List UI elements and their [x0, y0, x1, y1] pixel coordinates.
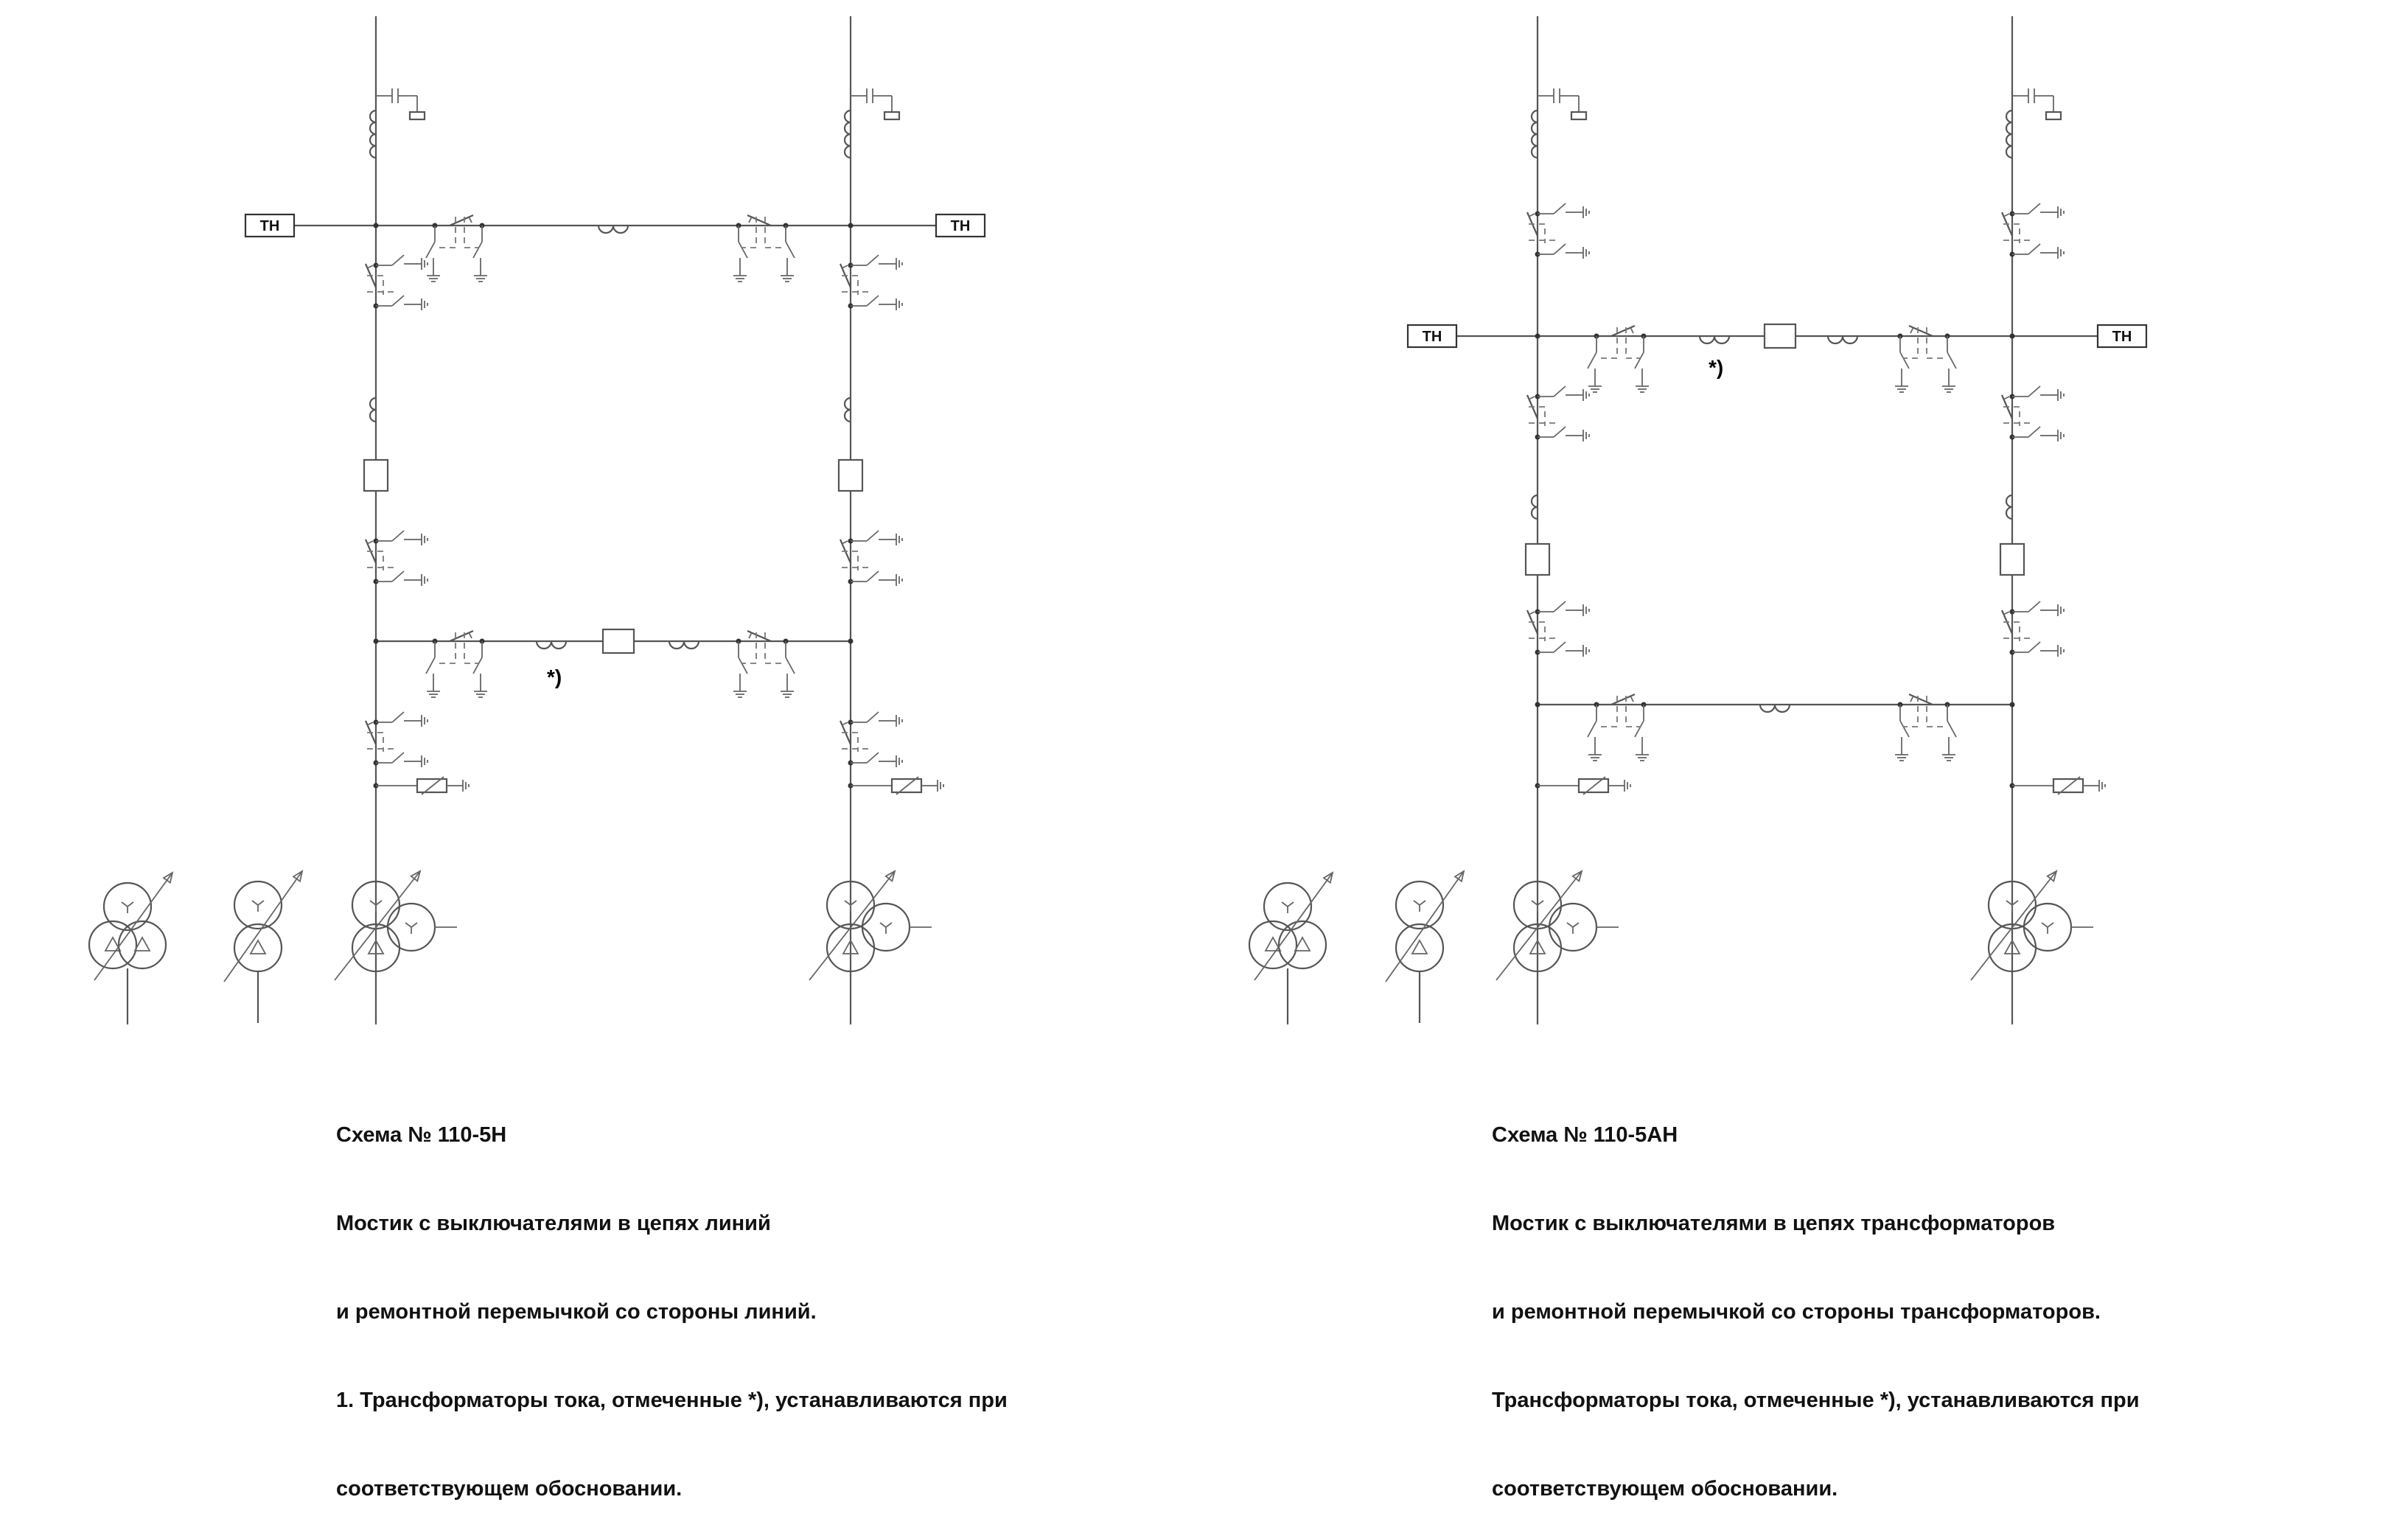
current-transformer-icon: [845, 398, 851, 422]
coupling-filter-icon: [884, 112, 899, 119]
regulation-arrow: [1386, 871, 1464, 982]
coupling-filter-icon: [2046, 112, 2061, 119]
current-transformer-icon: [1532, 495, 1538, 519]
current-transformer-icon: [2006, 495, 2012, 519]
voltage-transformer-box: [2098, 325, 2146, 347]
junction-dot: [2010, 334, 2015, 339]
wye-symbol: [1532, 901, 1538, 905]
switch-blade: [1909, 326, 1933, 336]
wye-symbol: [880, 923, 886, 927]
schema-110-5an-diagram: [1249, 16, 2146, 1024]
circuit-breaker-icon: [364, 460, 388, 491]
schema-110-5n-diagram: [89, 16, 985, 1024]
wye-symbol: [376, 901, 382, 905]
earth-switch-blade: [2028, 601, 2040, 612]
switch-contact: [469, 217, 472, 223]
switch-contact: [1630, 327, 1633, 333]
earth-switch-blade: [1635, 721, 1644, 737]
switch-contact: [842, 722, 848, 725]
current-transformer-icon: [2006, 111, 2012, 158]
earth-switch-blade: [392, 752, 404, 763]
coupling-filter-icon: [1571, 112, 1586, 119]
earth-switch-blade: [2028, 386, 2040, 397]
delta-symbol: [1412, 940, 1427, 954]
ct-coil: [1532, 111, 1538, 158]
earth-switch-blade: [867, 296, 879, 306]
coupling-filter-icon: [410, 112, 425, 119]
switch-blade: [747, 215, 771, 226]
arrow-head: [293, 871, 302, 881]
wye-symbol: [1288, 902, 1294, 907]
earth-switch-blade: [473, 657, 482, 674]
ct-coil: [370, 398, 376, 422]
caption-note: соответствующем обосновании.: [336, 1477, 683, 1501]
switch-contact: [842, 541, 848, 544]
voltage-transformer-label: ТН: [259, 218, 280, 234]
switch-blade: [1611, 694, 1635, 705]
earth-switch-blade: [1947, 352, 1956, 369]
junction-dot: [848, 223, 854, 228]
power-transformer-three-winding-icon: [89, 873, 172, 1024]
power-transformer-three-winding-icon: [1249, 873, 1333, 1024]
drive-link: [1601, 696, 1617, 727]
earth-switch-blade: [392, 531, 404, 541]
wye-symbol: [2006, 901, 2012, 905]
earth-switch-blade: [2028, 203, 2040, 214]
caption-title: Схема № 110-5АН: [1492, 1123, 1678, 1147]
caption-note: соответствующем обосновании.: [1492, 1477, 1838, 1501]
drive-link: [1601, 327, 1617, 358]
wye-symbol: [122, 902, 128, 907]
wye-symbol: [405, 923, 411, 927]
current-transformer-icon: [1828, 336, 1857, 343]
ct-coil: [2006, 495, 2012, 519]
regulation-arrow: [1971, 871, 2056, 980]
earth-switch-blade: [867, 531, 879, 541]
switch-blade: [1909, 694, 1933, 705]
current-transformer-icon: [598, 226, 628, 233]
wye-symbol: [411, 923, 417, 927]
ct-coil: [845, 111, 851, 158]
wye-symbol: [2042, 923, 2048, 927]
regulation-arrow: [1496, 871, 1582, 980]
current-transformer-icon: [845, 111, 851, 158]
earth-switch-blade: [739, 657, 747, 674]
earth-switch-blade: [1554, 427, 1566, 437]
disconnector-vertical: [840, 712, 902, 767]
feeder-power-transformer-icon: [809, 871, 932, 980]
current-transformer-icon: [1760, 705, 1790, 712]
surge-arrester: [2010, 777, 2106, 795]
drive-link: [765, 632, 781, 663]
earth-switch-blade: [1554, 244, 1566, 254]
current-transformer-icon: [537, 641, 566, 649]
junction-dot: [1535, 702, 1540, 708]
earth-switch-blade: [426, 242, 435, 258]
line-coupling-device: [1538, 88, 1586, 119]
arrow-head: [1455, 871, 1464, 881]
disconnector-vertical: [2002, 386, 2064, 441]
voltage-transformer-box: [1408, 325, 1456, 347]
earth-switch-blade: [1554, 203, 1566, 214]
disconnector-vertical: [2002, 203, 2064, 259]
current-transformer-icon: [1700, 336, 1729, 343]
power-transformer-two-winding-icon: [224, 871, 302, 1023]
ct-coil: [1760, 705, 1790, 712]
current-transformer-icon: [669, 641, 699, 649]
feeder-power-transformer-icon: [1971, 871, 2093, 980]
caption-line: Мостик с выключателями в цепях линий: [336, 1212, 771, 1235]
winding-circle: [1279, 921, 1326, 968]
voltage-transformer-label: ТН: [950, 218, 971, 234]
wye-symbol: [252, 901, 258, 905]
junction-dot: [374, 223, 379, 228]
wye-symbol: [1282, 902, 1288, 907]
drive-link: [1927, 696, 1943, 727]
delta-symbol: [251, 940, 265, 954]
winding-circle: [1396, 924, 1443, 971]
regulation-arrow: [335, 871, 420, 980]
regulation-arrow: [224, 871, 302, 982]
surge-arrester: [1535, 777, 1631, 795]
earth-switch-blade: [2028, 427, 2040, 437]
earth-switch-blade: [867, 571, 879, 582]
switch-contact: [469, 632, 472, 638]
disconnector-vertical: [840, 531, 902, 586]
disconnector-vertical: [366, 255, 427, 310]
earth-switch-blade: [2028, 642, 2040, 652]
ct-coil: [598, 226, 628, 233]
caption-note: Трансформаторы тока, отмеченные *), устанавливаются при: [1492, 1389, 2140, 1412]
wye-symbol: [1567, 923, 1573, 927]
drive-link: [439, 217, 456, 248]
earth-switch-blade: [867, 712, 879, 722]
line-coupling-device: [376, 88, 425, 119]
disconnector-vertical: [840, 255, 902, 310]
earth-switch-blade: [473, 242, 482, 258]
line-coupling-device: [2012, 88, 2061, 119]
switch-contact: [2003, 397, 2009, 399]
winding-circle: [89, 921, 136, 968]
switch-contact: [367, 722, 373, 725]
wye-symbol: [2012, 901, 2018, 905]
wye-symbol: [370, 901, 376, 905]
feeder-power-transformer-icon: [1496, 871, 1619, 980]
ct-coil: [669, 641, 699, 649]
footnote-mark: *): [547, 666, 562, 688]
switch-blade: [450, 631, 473, 641]
caption-line: и ремонтной перемычкой со стороны трансформаторов.: [1492, 1300, 2101, 1324]
wye-symbol: [2048, 923, 2053, 927]
disconnector-vertical: [2002, 601, 2064, 657]
ct-coil: [845, 398, 851, 422]
switch-contact: [2003, 214, 2009, 217]
earth-switch-blade: [392, 296, 404, 306]
wye-symbol: [886, 923, 892, 927]
switch-blade: [1611, 326, 1635, 336]
disconnector-vertical: [366, 531, 427, 586]
earth-switch-blade: [1635, 352, 1644, 369]
circuit-breaker-icon: [1526, 544, 1549, 575]
winding-circle: [1249, 921, 1297, 968]
ct-coil: [1828, 336, 1857, 343]
disconnector-vertical: [1527, 386, 1589, 441]
switch-contact: [367, 541, 373, 544]
earth-switch-blade: [1554, 642, 1566, 652]
voltage-transformer-box: [936, 214, 985, 237]
earth-switch-blade: [786, 242, 795, 258]
drive-link: [1927, 327, 1943, 358]
voltage-transformer-box: [245, 214, 294, 237]
ct-coil: [1700, 336, 1729, 343]
voltage-transformer-label: ТН: [1422, 329, 1442, 345]
earth-switch-blade: [786, 657, 795, 674]
surge-arrester: [848, 777, 944, 795]
caption-title: Схема № 110-5Н: [336, 1123, 507, 1147]
switch-contact: [1529, 612, 1535, 615]
wye-symbol: [1420, 901, 1425, 905]
winding-circle: [119, 921, 166, 968]
footnote-mark: *): [1709, 356, 1724, 379]
junction-dot: [848, 639, 854, 644]
earth-switch-blade: [1588, 721, 1596, 737]
caption-note: 1. Трансформаторы тока, отмеченные *), устанавливаются при: [336, 1389, 1008, 1412]
disconnector-vertical: [1527, 203, 1589, 259]
junction-dot: [1535, 334, 1540, 339]
feeder-power-transformer-icon: [335, 871, 457, 980]
current-transformer-icon: [370, 398, 376, 422]
earth-switch-blade: [739, 242, 747, 258]
earth-switch-blade: [392, 255, 404, 265]
earth-switch-blade: [392, 712, 404, 722]
ct-coil: [537, 641, 566, 649]
earth-switch-blade: [1554, 601, 1566, 612]
voltage-transformer-label: ТН: [2112, 329, 2132, 345]
winding-circle: [234, 924, 282, 971]
earth-switch-blade: [2028, 244, 2040, 254]
wye-symbol: [845, 901, 851, 905]
switch-contact: [749, 632, 752, 638]
circuit-breaker-icon: [603, 629, 634, 653]
switch-contact: [842, 265, 848, 268]
regulation-arrow: [94, 873, 172, 980]
caption-line: Мостик с выключателями в цепях трансформаторов: [1492, 1212, 2056, 1235]
switch-contact: [1630, 696, 1633, 702]
circuit-breaker-icon: [839, 460, 862, 491]
junction-dot: [374, 639, 379, 644]
circuit-breaker-icon: [1765, 324, 1795, 348]
switch-contact: [1910, 327, 1913, 333]
disconnector-vertical: [1527, 601, 1589, 657]
wye-symbol: [128, 902, 133, 907]
switch-contact: [2003, 612, 2009, 615]
circuit-breaker-icon: [2000, 544, 2024, 575]
wye-symbol: [258, 901, 264, 905]
earth-switch-blade: [1554, 386, 1566, 397]
earth-switch-blade: [1900, 721, 1909, 737]
earth-switch-blade: [1947, 721, 1956, 737]
earth-switch-blade: [426, 657, 435, 674]
line-coupling-device: [851, 88, 899, 119]
junction-dot: [2010, 702, 2015, 708]
ct-coil: [2006, 111, 2012, 158]
earth-switch-blade: [1588, 352, 1596, 369]
ct-coil: [370, 111, 376, 158]
switch-contact: [367, 265, 373, 268]
power-transformer-two-winding-icon: [1386, 871, 1464, 1023]
switch-blade: [747, 631, 771, 641]
earth-switch-blade: [1900, 352, 1909, 369]
switch-contact: [1910, 696, 1913, 702]
earth-switch-blade: [392, 571, 404, 582]
wye-symbol: [851, 901, 856, 905]
current-transformer-icon: [370, 111, 376, 158]
wye-symbol: [1414, 901, 1420, 905]
surge-arrester: [374, 777, 470, 795]
disconnector-vertical: [366, 712, 427, 767]
switch-contact: [1529, 397, 1535, 399]
earth-switch-blade: [867, 255, 879, 265]
caption-schema-110-5an: [1492, 1061, 2140, 1533]
drive-link: [439, 632, 456, 663]
switch-contact: [749, 217, 752, 223]
switch-contact: [1529, 214, 1535, 217]
ct-coil: [1532, 495, 1538, 519]
earth-switch-blade: [867, 752, 879, 763]
regulation-arrow: [809, 871, 895, 980]
caption-line: и ремонтной перемычкой со стороны линий.: [336, 1300, 817, 1324]
wye-symbol: [1573, 923, 1579, 927]
current-transformer-icon: [1532, 111, 1538, 158]
drive-link: [765, 217, 781, 248]
wye-symbol: [1538, 901, 1543, 905]
caption-schema-110-5n: [336, 1061, 1008, 1533]
switch-blade: [450, 215, 473, 226]
regulation-arrow: [1254, 873, 1333, 980]
